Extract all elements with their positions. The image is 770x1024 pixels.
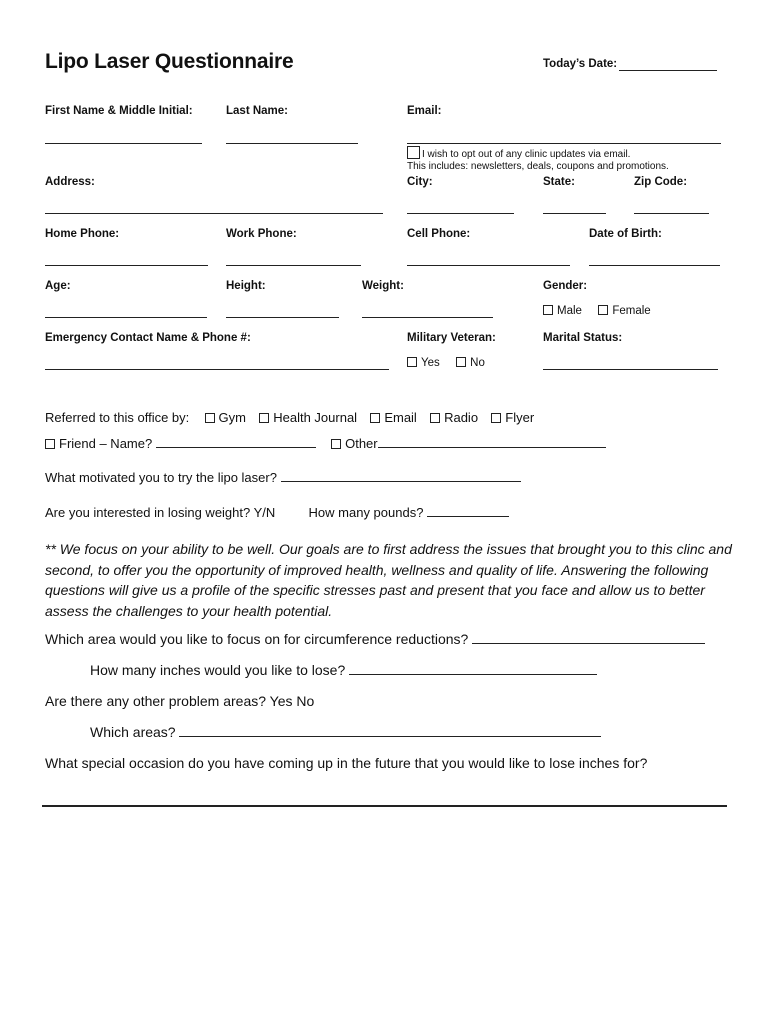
referral-email-checkbox[interactable]: [370, 413, 380, 423]
flyer-label: Flyer: [505, 410, 535, 425]
focus-paragraph: ** We focus on your ability to be well. Our goals are to first address the issues that brought you to this clinc and second, to offer you the opportunity of improved health, wellness and quality of life. Answering the following questions will give us a profile of the specific stresses past and present that you face and allow us to better assess the challenges to your health potential.: [45, 541, 732, 619]
last-name-field[interactable]: [226, 143, 358, 144]
opt-out-detail: This includes: newsletters, deals, coupons and promotions.: [407, 161, 669, 172]
first-name-field[interactable]: [45, 143, 202, 144]
todays-date-label: Today’s Date:: [543, 58, 618, 70]
emergency-label: Emergency Contact Name & Phone #:: [45, 332, 251, 344]
cell-phone-label: Cell Phone:: [407, 228, 471, 240]
email-field[interactable]: [407, 143, 721, 144]
occasion-label: What special occasion do you have coming up in the future that you would like to lose inches for?: [45, 755, 648, 771]
which-areas-label: Which areas?: [90, 724, 176, 740]
military-yes-label: Yes: [421, 357, 440, 369]
email-label: Email:: [407, 105, 442, 117]
other-label: Other: [345, 436, 378, 451]
todays-date-field[interactable]: [619, 70, 717, 71]
which-areas-field[interactable]: [179, 724, 601, 737]
last-name-label: Last Name:: [226, 105, 288, 117]
other-checkbox[interactable]: [331, 439, 341, 449]
page-title: Lipo Laser Questionnaire: [45, 50, 294, 73]
gender-options: [543, 305, 651, 317]
zip-label: Zip Code:: [634, 176, 688, 188]
inches-label: How many inches would you like to lose?: [90, 662, 346, 678]
focus-area-field[interactable]: [472, 631, 705, 644]
female-label: Female: [612, 305, 651, 317]
dob-label: Date of Birth:: [589, 228, 662, 240]
home-phone-field[interactable]: [45, 265, 208, 266]
how-many-pounds-label: How many pounds?: [308, 505, 424, 520]
military-no-label: No: [470, 357, 485, 369]
emergency-field[interactable]: [45, 369, 389, 370]
state-label: State:: [543, 176, 575, 188]
state-field[interactable]: [543, 213, 606, 214]
address-label: Address:: [45, 176, 95, 188]
dob-field[interactable]: [589, 265, 720, 266]
gender-label: Gender:: [543, 280, 588, 292]
losing-weight-label: Are you interested in losing weight? Y/N: [45, 505, 276, 520]
height-label: Height:: [226, 280, 266, 292]
referral-email-label: Email: [384, 410, 417, 425]
flyer-checkbox[interactable]: [491, 413, 501, 423]
focus-area-row: [45, 631, 705, 647]
friend-name-field[interactable]: [156, 435, 316, 448]
cell-phone-field[interactable]: [407, 265, 570, 266]
male-checkbox[interactable]: [543, 305, 553, 315]
military-label: Military Veteran:: [407, 332, 496, 344]
radio-label: Radio: [444, 410, 479, 425]
military-no-checkbox[interactable]: [456, 357, 466, 367]
work-phone-label: Work Phone:: [226, 228, 297, 240]
gym-checkbox[interactable]: [205, 413, 215, 423]
health-journal-label: Health Journal: [273, 410, 358, 425]
address-field[interactable]: [45, 213, 383, 214]
motivated-row: [45, 469, 521, 485]
military-options: [407, 357, 485, 369]
focus-area-label: Which area would you like to focus on for circumference reductions?: [45, 631, 469, 647]
age-label: Age:: [45, 280, 71, 292]
city-label: City:: [407, 176, 433, 188]
city-field[interactable]: [407, 213, 514, 214]
male-label: Male: [557, 305, 582, 317]
motivated-label: What motivated you to try the lipo laser?: [45, 470, 277, 485]
first-name-label: First Name & Middle Initial:: [45, 105, 193, 117]
opt-out-checkbox[interactable]: [407, 146, 420, 159]
referral-row: [45, 410, 534, 425]
other-field[interactable]: [378, 435, 606, 448]
losing-weight-row: [45, 504, 509, 520]
other-areas-label: Are there any other problem areas? Yes No: [45, 693, 315, 709]
opt-out-label: I wish to opt out of any clinic updates via email.: [422, 149, 631, 160]
home-phone-label: Home Phone:: [45, 228, 120, 240]
marital-field[interactable]: [543, 369, 718, 370]
zip-field[interactable]: [634, 213, 709, 214]
height-field[interactable]: [226, 317, 339, 318]
which-areas-row: [90, 724, 601, 740]
referral-label: Referred to this office by:: [45, 410, 190, 425]
friend-label: Friend – Name?: [59, 436, 153, 451]
motivated-field[interactable]: [281, 469, 521, 482]
opt-out-row: [407, 146, 630, 160]
weight-field[interactable]: [362, 317, 493, 318]
how-many-pounds-field[interactable]: [427, 504, 509, 517]
work-phone-field[interactable]: [226, 265, 361, 266]
age-field[interactable]: [45, 317, 207, 318]
gym-label: Gym: [218, 410, 246, 425]
inches-field[interactable]: [349, 662, 597, 675]
bottom-rule: [42, 805, 727, 807]
marital-label: Marital Status:: [543, 332, 623, 344]
inches-row: [90, 662, 597, 678]
female-checkbox[interactable]: [598, 305, 608, 315]
health-journal-checkbox[interactable]: [259, 413, 269, 423]
referral-row-2: [45, 435, 606, 451]
military-yes-checkbox[interactable]: [407, 357, 417, 367]
friend-checkbox[interactable]: [45, 439, 55, 449]
weight-label: Weight:: [362, 280, 404, 292]
radio-checkbox[interactable]: [430, 413, 440, 423]
